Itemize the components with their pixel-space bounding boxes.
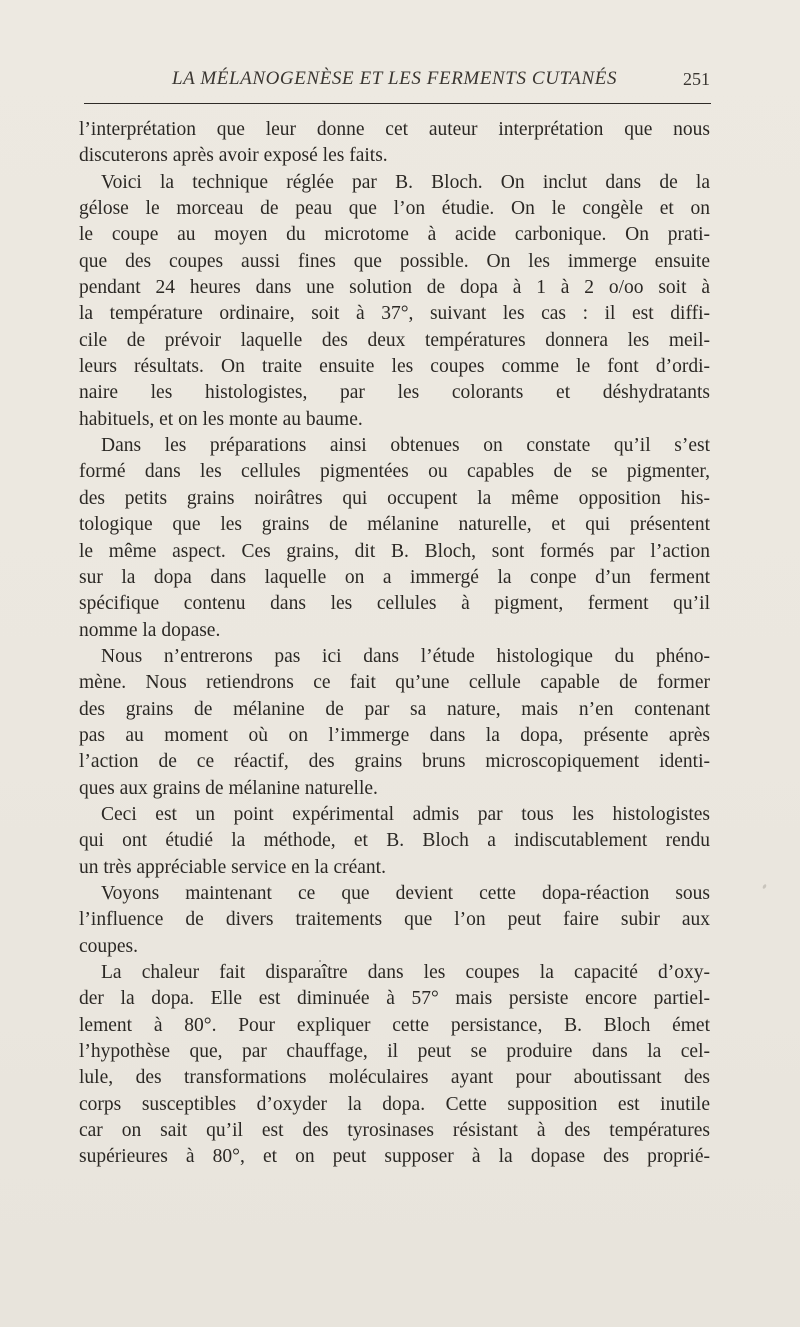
text-line: Voici la technique réglée par B. Bloch. On inclut dans de la (101, 171, 710, 193)
text-line: der la dopa. Elle est diminuée à 57° mais persiste encore partiel- (79, 988, 710, 1010)
text-line: l’interprétation que leur donne cet auteur interprétation que nous (79, 119, 710, 140)
text-line: l’influence de divers traitements que l’on peut faire subir aux (79, 909, 710, 931)
page-header (79, 62, 710, 92)
text-line: des grains de mélanine de par sa nature, mais n’en contenant (79, 698, 710, 720)
text-line: naire les histologistes, par les colorants et déshydratants (79, 382, 710, 404)
text-line: lement à 80°. Pour expliquer cette persistance, B. Bloch émet (79, 1014, 710, 1036)
text-line: lule, des transformations moléculaires ayant pour aboutissant des (79, 1067, 710, 1089)
text-line: Dans les préparations ainsi obtenues on constate qu’il s’est (101, 435, 710, 457)
text-line: car on sait qu’il est des tyrosinases résistant à des températures (79, 1120, 710, 1142)
text-line: cile de prévoir laquelle des deux températures donnera les meil- (79, 329, 710, 351)
text-line: habituels, et on les monte au baume. (79, 408, 363, 430)
text-line: un très appréciable service en la créant. (79, 856, 386, 878)
text-line: supérieures à 80°, et on peut supposer à la dopase des proprié- (79, 1146, 710, 1168)
text-line: Nous n’entrerons pas ici dans l’étude histologique du phéno- (101, 645, 710, 667)
text-line: coupes. (79, 935, 139, 957)
paper-speck (319, 960, 321, 962)
text-line: le coupe au moyen du microtome à acide carbonique. On prati- (79, 224, 710, 246)
text-line: spécifique contenu dans les cellules à pigment, ferment qu’il (79, 593, 710, 615)
text-line: corps susceptibles d’oxyder la dopa. Cette supposition est inutile (79, 1093, 710, 1115)
text-line: nomme la dopase. (79, 619, 221, 641)
text-line: leurs résultats. On traite ensuite les coupes comme le font d’ordi- (79, 356, 710, 378)
text-line: que des coupes aussi fines que possible. On les immerge ensuite (79, 250, 710, 272)
text-line: ques aux grains de mélanine naturelle. (79, 777, 378, 799)
text-line: des petits grains noirâtres qui occupent la même opposition his- (79, 487, 710, 509)
text-line: pas au moment où on l’immerge dans la dopa, présente après (79, 724, 710, 746)
text-line: la température ordinaire, soit à 37°, suivant les cas : il est diffi- (79, 303, 710, 325)
text-line: qui ont étudié la méthode, et B. Bloch a indiscutablement rendu (79, 830, 710, 852)
text-line: Voyons maintenant ce que devient cette dopa-réaction sous (101, 882, 710, 904)
page-number: 251 (683, 69, 710, 89)
text-line: le même aspect. Ces grains, dit B. Bloch, sont formés par l’action (79, 540, 710, 562)
header-rule (84, 103, 711, 104)
text-line: formé dans les cellules pigmentées ou capables de se pigmenter, (79, 461, 710, 483)
text-line: mène. Nous retiendrons ce fait qu’une cellule capable de former (79, 672, 710, 694)
text-line: tologique que les grains de mélanine naturelle, et qui présentent (79, 514, 710, 536)
text-line: Ceci est un point expérimental admis par tous les histologistes (101, 803, 710, 825)
text-line: pendant 24 heures dans une solution de dopa à 1 à 2 o/oo soit à (79, 277, 710, 299)
paper-speck (762, 884, 767, 890)
body-text (79, 117, 710, 1171)
running-title: LA MÉLANOGENÈSE ET LES FERMENTS CUTANÉS (171, 68, 618, 89)
text-line: discuterons après avoir exposé les faits. (79, 145, 388, 167)
text-line: l’action de ce réactif, des grains bruns microscopiquement identi- (79, 751, 710, 773)
text-line: sur la dopa dans laquelle on a immergé la conpe d’un ferment (79, 566, 710, 588)
text-line: La chaleur fait disparaître dans les coupes la capacité d’oxy- (101, 962, 710, 983)
text-line: gélose le morceau de peau que l’on étudie. On le congèle et on (79, 198, 710, 220)
text-line: l’hypothèse que, par chauffage, il peut se produire dans la cel- (79, 1041, 710, 1063)
